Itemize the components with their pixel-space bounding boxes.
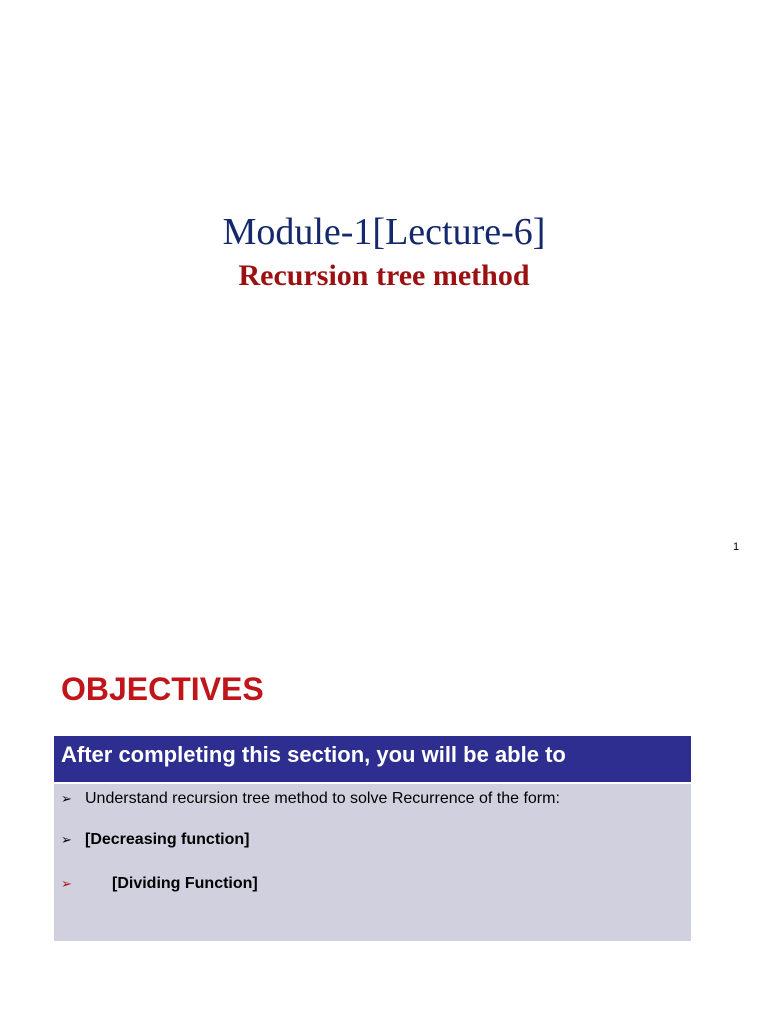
objectives-banner-text: After completing this section, you will be able to <box>61 742 566 767</box>
slide-title: Module-1[Lecture-6] <box>222 211 546 253</box>
list-item <box>61 874 258 894</box>
page-number: 1 <box>733 541 740 553</box>
list-item-text: [Decreasing function] <box>85 831 250 848</box>
arrow-bullet-icon: ➢ <box>61 876 72 891</box>
list-item-text: Understand recursion tree method to solve Recurrence of the form: <box>85 790 560 807</box>
list-item <box>61 789 560 809</box>
objectives-banner <box>54 736 691 782</box>
slide-subtitle: Recursion tree method <box>238 259 530 292</box>
objectives-list <box>54 784 691 941</box>
list-item-text: [Dividing Function] <box>112 875 258 892</box>
list-item <box>61 830 249 850</box>
arrow-bullet-icon: ➢ <box>61 832 72 847</box>
arrow-bullet-icon: ➢ <box>61 791 72 806</box>
objectives-heading: OBJECTIVES <box>61 671 264 707</box>
